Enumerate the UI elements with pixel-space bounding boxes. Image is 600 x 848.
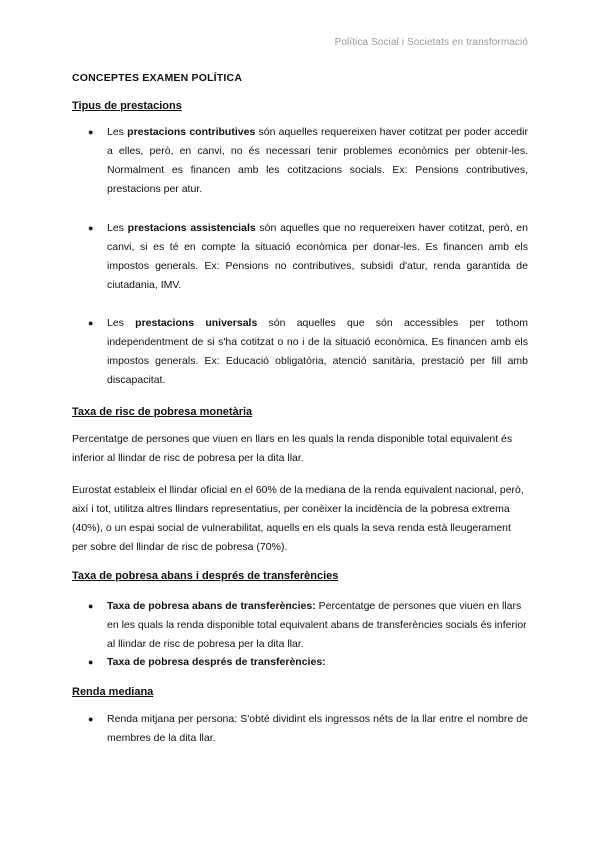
bullet-text bbox=[107, 653, 528, 672]
bullet-text bbox=[107, 314, 528, 390]
bullet-dot-icon: ● bbox=[88, 657, 94, 667]
bullet-dot-icon: ● bbox=[88, 714, 94, 724]
bullet-prestacions-assistencials bbox=[90, 219, 528, 295]
bullet-prestacions-universals bbox=[90, 314, 528, 390]
bullet-term: prestacions universals bbox=[135, 317, 258, 329]
bullet-renda-mitjana bbox=[90, 710, 528, 748]
bullet-description: són aquelles requereixen haver cotitzat per poder accedir a elles, però, en canvi, no és necessari tenir problemes econòmics per obtenir-les. Normalment es financen amb les cotitzacions socials. Ex: Pensions contributives, prestacions per atur. bbox=[107, 126, 528, 195]
bullet-prefix: Les bbox=[107, 126, 128, 138]
bullet-term: prestacions assistencials bbox=[127, 222, 256, 234]
heading-taxa-risc-pobresa: Taxa de risc de pobresa monetària bbox=[72, 406, 253, 418]
document-title: CONCEPTES EXAMEN POLÍTICA bbox=[72, 72, 243, 84]
bullet-dot-icon: ● bbox=[88, 601, 94, 611]
heading-taxa-transferencies: Taxa de pobresa abans i després de transferències bbox=[72, 570, 339, 582]
heading-tipus-prestacions: Tipus de prestacions bbox=[72, 100, 182, 112]
bullet-text bbox=[107, 123, 528, 199]
bullet-text bbox=[107, 219, 528, 295]
bullet-abans-transferencies bbox=[90, 597, 528, 654]
bullet-term: Taxa de pobresa després de transferències: bbox=[107, 656, 326, 668]
bullet-term: Taxa de pobresa abans de transferències: bbox=[107, 600, 316, 612]
heading-renda-mediana: Renda mediana bbox=[72, 686, 154, 698]
running-header: Política Social i Societats en transformació bbox=[334, 37, 528, 48]
paragraph-definicio-risc: Percentatge de persones que viuen en llars en les quals la renda disponible total equivalent és inferior al llindar de risc de pobresa per la dita llar. bbox=[72, 433, 513, 464]
bullet-dot-icon: ● bbox=[88, 127, 94, 137]
bullet-prestacions-contributives bbox=[90, 123, 528, 199]
bullet-description: són aquelles que no requereixen haver cotitzat, però, en canvi, si es té en compte la situació econòmica per donar-les. Es financen amb els impostos generals. Ex: Pensions no contributives, subsidi d'atur, renda garantida de ciutadania, IMV. bbox=[107, 222, 528, 291]
bullet-prefix: Les bbox=[107, 222, 128, 234]
bullet-description: Percentatge de persones que viuen en llars en les quals la renda disponible total equivalent abans de transferències socials és inferior al llindar de risc de pobresa per la dita llar. bbox=[107, 600, 527, 650]
bullet-dot-icon: ● bbox=[88, 318, 94, 328]
bullet-prefix: Les bbox=[107, 317, 136, 329]
bullet-description: són aquelles que són accessibles per tothom independentment de si s'ha cotitzat o no i de la situació econòmica. Es financen amb els impostos generals. Ex: Educació obligatòria, atenció sanitària, prestació per fill amb discapacitat. bbox=[107, 317, 528, 386]
paragraph-eurostat-llindar: Eurostat estableix el llindar oficial en el 60% de la mediana de la renda equivalent nacional, però, així i tot, utilitza altres llindars representatius, per conèixer la incidència de la pobresa extrema (40%), o un espai social de vulnerabilitat, aquells en els quals la seva renda està lleugerament per sobre del llindar de risc de pobresa (70%). bbox=[72, 484, 524, 553]
bullet-text: Renda mitjana per persona: S'obté dividint els ingressos néts de la llar entre el nombre de membres de la dita llar. bbox=[107, 713, 528, 744]
bullet-dot-icon: ● bbox=[88, 223, 94, 233]
bullet-term: prestacions contributives bbox=[127, 126, 256, 138]
bullet-despres-transferencies bbox=[90, 653, 528, 672]
bullet-text bbox=[107, 597, 528, 654]
